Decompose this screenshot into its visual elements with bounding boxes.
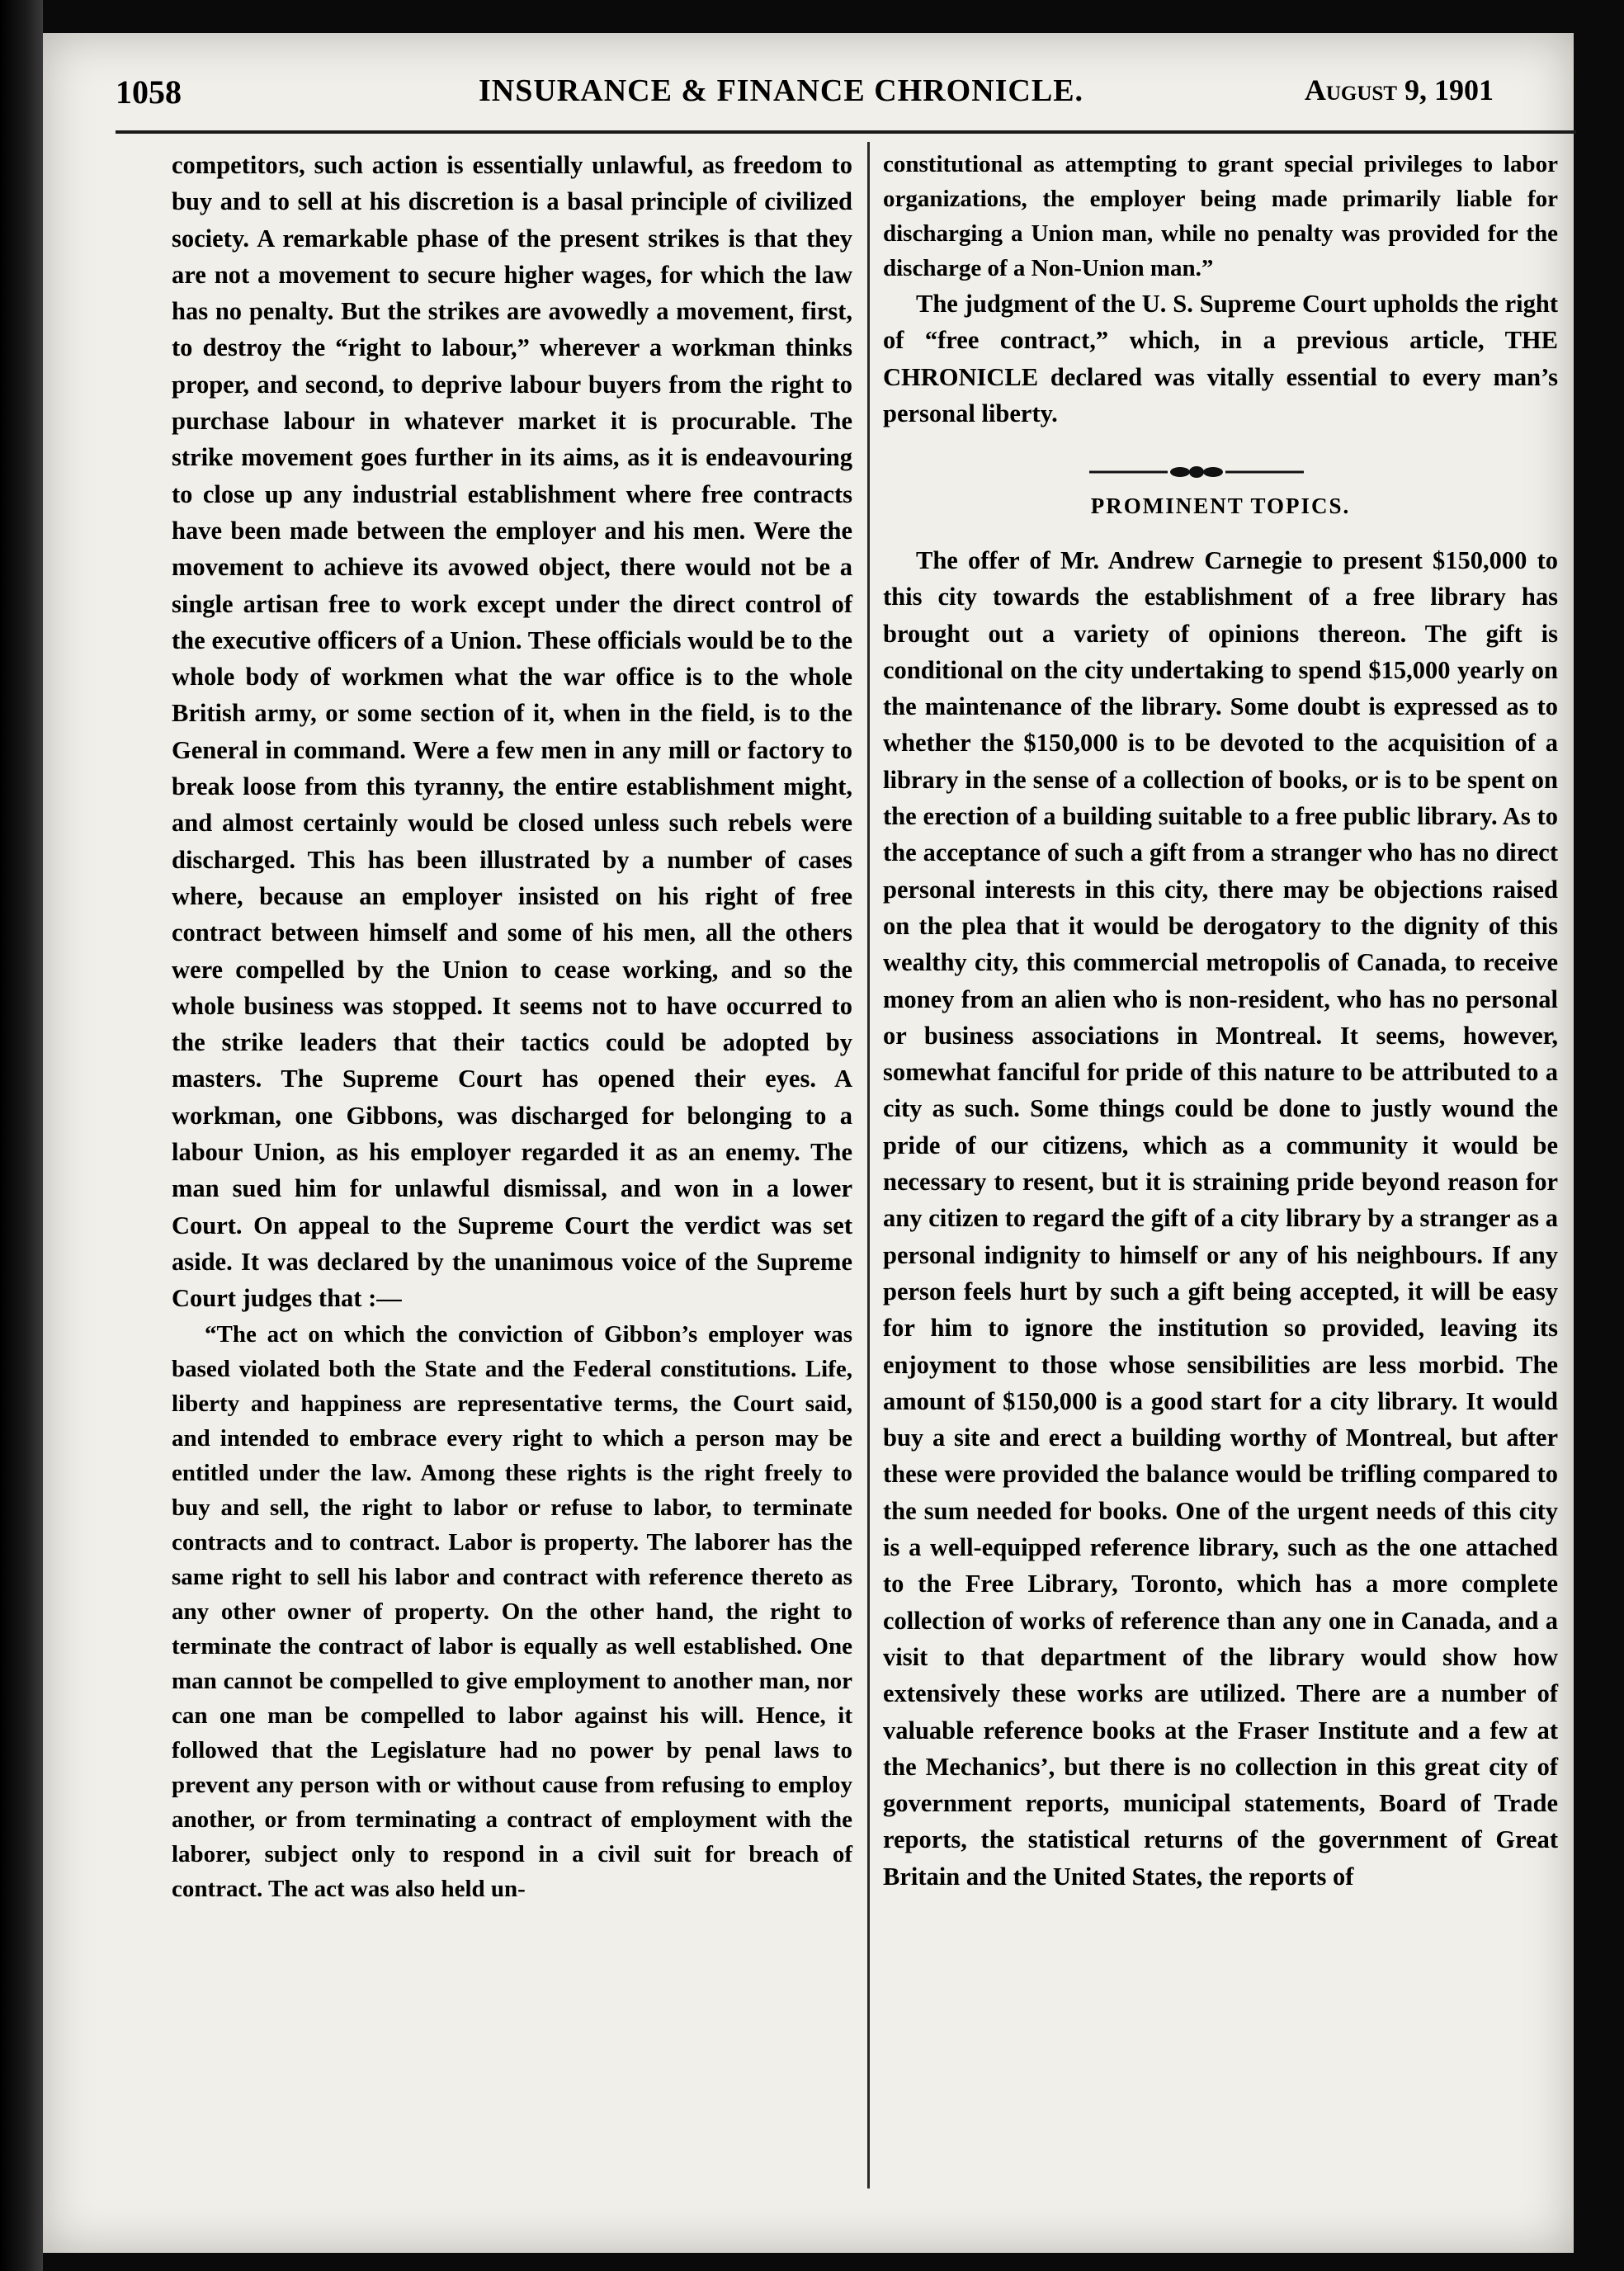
binding-edge (0, 0, 43, 2271)
article-paragraph: competitors, such action is essentially unlawful, as freedom to buy and to sell at his discretion is a basal principle of civilized society. A remarkable phase of the present strikes is that they are not a movement to secure higher wages, for which the law has no penalty. But the strikes are avowedly a movement, first, to destroy the “right to labour,” wherever a workman thinks proper, and second, to deprive labour buyers from the right to purchase labour in whatever market it is procurable. The strike movement goes further in its aims, as it is endeavouring to close up any industrial establishment where free contracts have been made between the employer and his men. Were the movement to achieve its avowed object, there would not be a single artisan free to work except under the direct control of the executive officers of a Union. These officials would be to the whole body of workmen what the war office is to the whole British army, or some section of it, when in the field, is to the General in command. Were a few men in any mill or factory to break loose from this tyranny, the entire establishment might, and almost certainly would be closed unless such rebels were discharged. This has been illustrated by a number of cases where, because an employer insisted on his right of free contract between himself and some of his men, all the others were compelled by the Union to cease working, and so the whole business was stopped. It seems not to have occurred to the strike leaders that their tactics could be adopted by masters. The Supreme Court has opened their eyes. A workman, one Gibbons, was discharged for belonging to a labour Union, as his employer regarded it as an enemy. The man sued him for unlawful dismissal, and won in a lower Court. On appeal to the Supreme Court the verdict was set aside. It was declared by the unanimous voice of the Supreme Court judges that :— (172, 151, 852, 1313)
right-column-top (883, 147, 1558, 432)
carnegie-paragraph: The offer of Mr. Andrew Carnegie to present $150,000 to this city towards the establishment of a free library has brought out a variety of opinions thereon. The gift is conditional on the city undertaking to spend $15,000 yearly on the maintenance of the library. Some doubt is expressed as to whether the $150,000 is to be devoted to the acquisition of a library in the sense of a collection of books, or is to be spent on the erection of a building suitable to a free public library. As to the acceptance of such a gift from a stranger who has no direct personal interests in this city, there may be objections raised on the plea that it would be derogatory to the dignity of this wealthy city, this commercial metropolis of Canada, to receive money from an alien who is non-resident, who has no personal or business associations in Montreal. It seems, however, somewhat fanciful for pride of this nature to be attributed to a city as such. Some things could be done to justly wound the pride of our citizens, which as a community it would be necessary to resent, but it is straining pride beyond reason for any citizen to regard the gift of a city library by a stranger as a personal indignity to himself or any of his neighbours. If any person feels hurt by such a gift being accepted, it will be easy for him to ignore the institution so provided, leaving its enjoyment to those whose sensibilities are less morbid. The amount of $150,000 is a good start for a city library. It would buy a site and erect a building worthy of Montreal, but after these were provided the balance would be trifling compared to the sum needed for books. One of the urgent needs of this city is a well-equipped reference library, such as the one attached to the Free Library, Toronto, which has a more complete collection of works of reference than any one in Canada, and a visit to that department of the library would show how extensively these works are utilized. There are a number of valuable reference books at the Fraser Institute and a few at the Mechanics’, but there is no collection in this great city of government reports, municipal statements, Board of Trade reports, the statistical returns of the government of Great Britain and the United States, the reports of (883, 546, 1558, 1891)
header-rule (116, 130, 1576, 134)
page-header (116, 50, 1510, 124)
court-quote-continued: constitutional as attempting to grant special privileges to labor organizations, the employer being made primarily liable for discharging a Union man, while no penalty was provided for the discharge of a Non-Union man.” (883, 151, 1558, 281)
journal-title: INSURANCE & FINANCE CHRONICLE. (479, 73, 1084, 108)
judgment-paragraph: The judgment of the U. S. Supreme Court upholds the right of “free contract,” which, in a previous article, THE CHRONICLE declared was vitally essential to every man’s personal liberty. (883, 290, 1558, 427)
issue-date: August 9, 1901 (1304, 73, 1494, 106)
page-number: 1058 (116, 73, 182, 111)
court-quote: “The act on which the conviction of Gibbon’s employer was based violated both the State and the Federal constitutions. Life, liberty and happiness are representative terms, the Court said, and intended to embrace every right to which a person may be entitled under the law. Among these rights is the right freely to buy and sell, the right to labor or refuse to labor, to terminate contracts and to contract. Labor is property. The laborer has the same right to sell his labor and contract with reference thereto as any other owner of property. On the other hand, the right to terminate the contract of labor is equally as well established. One man cannot be compelled to give employment to another man, nor can one man be compelled to labor against his will. Hence, it followed that the Legislature had no power by penal laws to prevent any person with or without cause from refusing to employ another, or from terminating a contract of employment with the laborer, subject only to respond in a civil suit for breach of contract. The act was also held un- (172, 1320, 852, 1902)
section-heading: PROMINENT TOPICS. (1090, 493, 1351, 518)
left-column (172, 147, 852, 1906)
column-divider (867, 142, 870, 2188)
ornament-rule (1089, 462, 1304, 482)
right-column-bottom (883, 542, 1558, 1895)
